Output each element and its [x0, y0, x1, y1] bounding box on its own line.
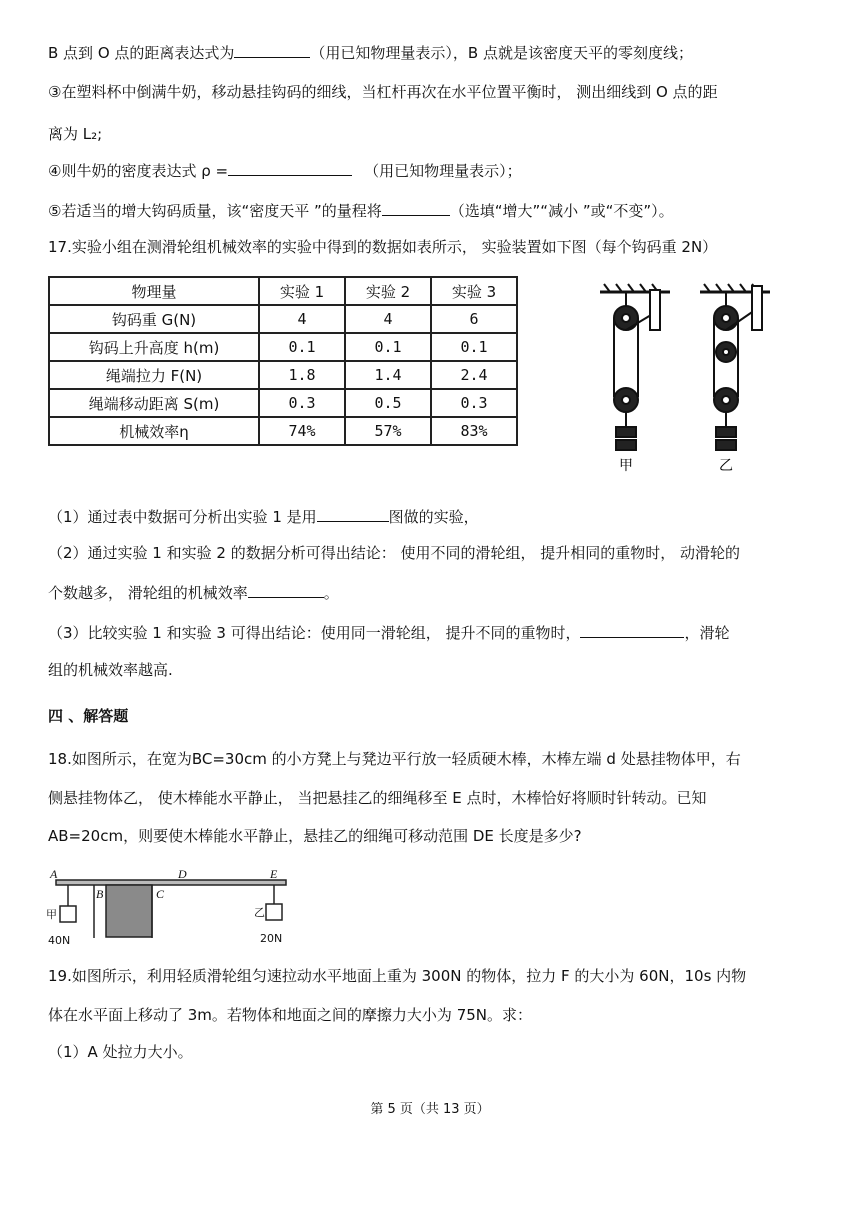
table-cell: 0.1 — [345, 333, 431, 361]
q16-line-4-post: （用已知物理量表示）； — [364, 162, 522, 180]
table-header-cell: 物理量 — [49, 277, 259, 305]
fig-label-e: E — [270, 867, 278, 881]
table-cell: 6 — [431, 305, 517, 333]
q17-title: 17.实验小组在测滑轮组机械效率的实验中得到的数据如表所示， 实验装置如下图（每个钩码重 2N） — [48, 238, 718, 256]
table-cell: 4 — [345, 305, 431, 333]
q16-line-3: 离为 L₂; — [48, 125, 103, 143]
table-row — [49, 333, 517, 361]
q18-line-2: 侧悬挂物体乙， 使木棒能水平静止， 当把悬挂乙的细绳移至 E 点时，木棒恰好将顺时针转动。已知 — [48, 789, 707, 807]
q19-line-1: 19.如图所示，利用轻质滑轮组匀速拉动水平地面上重为 300N 的物体，拉力 F 的大小为 60N，10s 内物 — [48, 967, 747, 985]
q18-line-1: 18.如图所示，在宽为BC=30cm 的小方凳上与凳边平行放一轻质硬木棒，木棒左端 d 处悬挂物体甲，右 — [48, 750, 741, 768]
table-cell: 0.1 — [431, 333, 517, 361]
q17-part-3 — [48, 622, 730, 643]
q19-line-3: （1）A 处拉力大小。 — [48, 1043, 193, 1061]
table-cell: 4 — [259, 305, 345, 333]
q18-line-3: AB=20cm，则要使木棒能水平静止，悬挂乙的细绳可移动范围 DE 长度是多少? — [48, 827, 582, 845]
table-row — [49, 389, 517, 417]
q16-line-1-pre: B 点到 O 点的距离表达式为 — [48, 44, 235, 62]
q17-part-1 — [48, 506, 479, 527]
q17-p2b-pre: 个数越多， 滑轮组的机械效率 — [48, 584, 248, 602]
q17-part-2b — [48, 582, 339, 603]
experiment-table — [48, 276, 518, 446]
table-cell: 机械效率η — [49, 417, 259, 445]
q16-line-4 — [48, 160, 522, 181]
q19-line-2: 体在水平面上移动了 3m。若物体和地面之间的摩擦力大小为 75N。求： — [48, 1006, 533, 1024]
table-row — [49, 417, 517, 445]
fig-label-40n: 40N — [48, 934, 71, 946]
q17-part-2: （2）通过实验 1 和实验 2 的数据分析可得出结论： 使用不同的滑轮组， 提升相同的重物时， 动滑轮的 — [48, 544, 741, 562]
answer-blank[interactable] — [248, 582, 324, 598]
answer-blank[interactable] — [580, 622, 684, 638]
answer-blank[interactable] — [382, 200, 450, 216]
q17-p2b-post: 。 — [323, 584, 339, 602]
q16-line-1 — [48, 42, 693, 63]
q16-line-5-pre: ⑤若适当的增大钩码质量，该“密度天平 ”的量程将 — [48, 202, 382, 220]
lever-figure — [44, 866, 304, 946]
fig-label-jia: 甲 — [619, 458, 633, 474]
fig-label-d: D — [178, 867, 187, 881]
q16-line-5-post: （选填“增大”“减小 ”或“不变”）。 — [449, 202, 674, 220]
table-cell: 钩码上升高度 h(m) — [49, 333, 259, 361]
q16-line-2: ③在塑料杯中倒满牛奶，移动悬挂钩码的细线，当杠杆再次在水平位置平衡时， 测出细线到 O 点的距 — [48, 83, 718, 101]
q17-p1-post: 图做的实验， — [388, 508, 479, 526]
q17-p3-post: ，滑轮 — [684, 624, 730, 642]
table-row — [49, 361, 517, 389]
q17-p3-pre: （3）比较实验 1 和实验 3 可得出结论：使用同一滑轮组， 提升不同的重物时， — [48, 624, 581, 642]
answer-blank[interactable] — [234, 42, 310, 58]
q17-p1-pre: （1）通过表中数据可分析出实验 1 是用 — [48, 508, 317, 526]
table-header-cell: 实验 2 — [345, 277, 431, 305]
table-cell: 0.3 — [431, 389, 517, 417]
q16-line-1-post: （用已知物理量表示），B 点就是该密度天平的零刻度线； — [310, 44, 693, 62]
pulley-figure — [590, 272, 790, 482]
section-title: 四 、解答题 — [48, 707, 129, 725]
table-cell: 绳端拉力 F(N) — [49, 361, 259, 389]
table-cell: 2.4 — [431, 361, 517, 389]
table-header-cell: 实验 3 — [431, 277, 517, 305]
fig-label-jia: 甲 — [46, 908, 57, 921]
table-cell: 1.4 — [345, 361, 431, 389]
table-cell: 0.1 — [259, 333, 345, 361]
fig-label-a: A — [50, 867, 58, 881]
page-footer: 第 5 页（共 13 页） — [370, 1102, 490, 1117]
answer-blank[interactable] — [317, 506, 389, 522]
fig-label-20n: 20N — [260, 932, 283, 945]
table-cell: 钩码重 G(N) — [49, 305, 259, 333]
fig-label-b: B — [96, 887, 104, 901]
q16-line-4-pre: ④则牛奶的密度表达式 ρ = — [48, 162, 229, 180]
fig-label-c: C — [156, 887, 165, 901]
table-cell: 0.3 — [259, 389, 345, 417]
table-row — [49, 305, 517, 333]
q16-line-5 — [48, 200, 674, 221]
table-cell: 1.8 — [259, 361, 345, 389]
table-cell: 0.5 — [345, 389, 431, 417]
q17-part-3b: 组的机械效率越高. — [48, 661, 173, 679]
table-cell: 74% — [259, 417, 345, 445]
table-header-row — [49, 277, 517, 305]
fig-label-yi: 乙 — [254, 906, 265, 919]
table-header-cell: 实验 1 — [259, 277, 345, 305]
table-cell: 57% — [345, 417, 431, 445]
table-cell: 绳端移动距离 S(m) — [49, 389, 259, 417]
answer-blank[interactable] — [228, 160, 352, 176]
table-cell: 83% — [431, 417, 517, 445]
fig-label-yi: 乙 — [719, 458, 733, 474]
